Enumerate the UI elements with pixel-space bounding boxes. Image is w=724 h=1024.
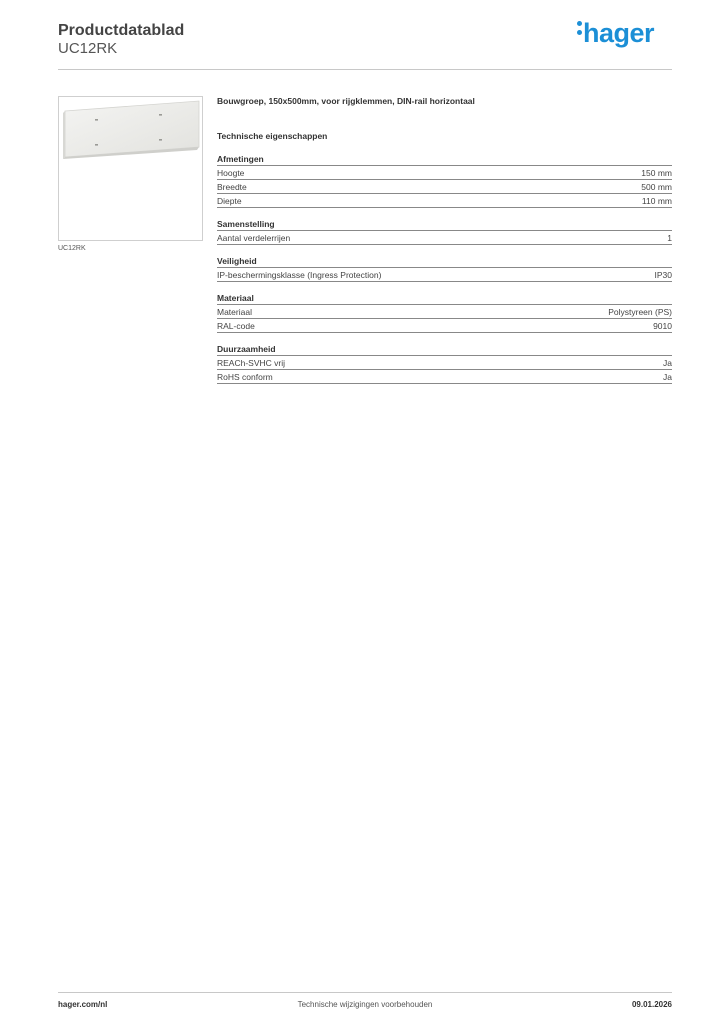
image-caption: UC12RK <box>58 245 86 252</box>
section-afmetingen <box>217 153 672 208</box>
section-duurzaamheid <box>217 343 672 384</box>
row-value: Polystyreen (PS) <box>608 307 672 317</box>
document-title: Productdatablad <box>58 22 185 39</box>
hager-logo <box>577 18 654 49</box>
product-code: UC12RK <box>58 40 118 57</box>
logo-dots-icon <box>577 17 583 39</box>
product-content <box>217 96 672 394</box>
section-materiaal <box>217 292 672 333</box>
table-row <box>217 231 672 245</box>
table-row <box>217 166 672 180</box>
section-title: Afmetingen <box>217 153 672 166</box>
product-image <box>58 96 203 241</box>
section-title: Materiaal <box>217 292 672 305</box>
section-title: Veiligheid <box>217 255 672 268</box>
row-label: Breedte <box>217 182 247 192</box>
table-row <box>217 370 672 384</box>
footer-date: 09.01.2026 <box>631 1000 672 1009</box>
page-footer <box>58 992 672 1014</box>
row-label: RoHS conform <box>217 372 273 382</box>
table-row <box>217 268 672 282</box>
row-value: 9010 <box>653 321 672 331</box>
row-label: IP-beschermingsklasse (Ingress Protection) <box>217 270 382 280</box>
section-samenstelling <box>217 218 672 245</box>
row-value: Ja <box>663 358 672 368</box>
row-value: 110 mm <box>641 196 672 206</box>
row-label: REACh-SVHC vrij <box>217 358 286 368</box>
section-veiligheid <box>217 255 672 282</box>
table-row <box>217 356 672 370</box>
product-photo-icon <box>59 97 204 242</box>
row-value: 1 <box>667 233 672 243</box>
table-row <box>217 305 672 319</box>
section-title: Duurzaamheid <box>217 343 672 356</box>
table-row <box>217 319 672 333</box>
footer-website-link[interactable]: hager.com/nl <box>58 1000 108 1009</box>
row-label: Hoogte <box>217 168 245 178</box>
row-value: IP30 <box>654 270 672 280</box>
page-header <box>58 20 672 70</box>
section-title: Samenstelling <box>217 218 672 231</box>
row-label: Aantal verdelerrijen <box>217 233 291 243</box>
table-row <box>217 180 672 194</box>
table-row <box>217 194 672 208</box>
row-value: 500 mm <box>641 182 672 192</box>
row-value: Ja <box>663 372 672 382</box>
product-description: Bouwgroep, 150x500mm, voor rijgklemmen, DIN-rail horizontaal <box>217 96 475 106</box>
tech-properties-heading: Technische eigenschappen <box>217 131 328 141</box>
row-label: RAL-code <box>217 321 255 331</box>
row-label: Materiaal <box>217 307 252 317</box>
footer-notice: Technische wijzigingen voorbehouden <box>297 1000 433 1009</box>
row-label: Diepte <box>217 196 242 206</box>
logo-text: hager <box>582 18 654 48</box>
row-value: 150 mm <box>641 168 672 178</box>
